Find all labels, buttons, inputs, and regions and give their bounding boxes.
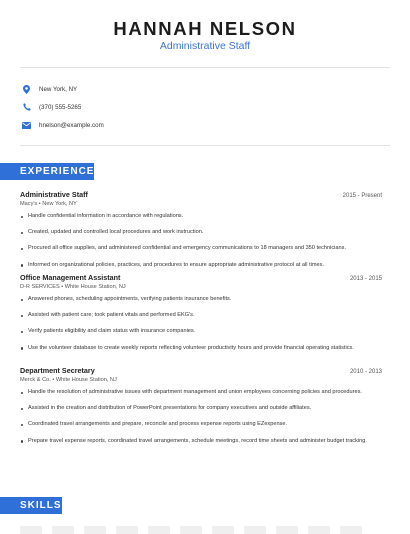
experience-section-header: EXPERIENCE (0, 163, 94, 180)
bullet-item: Prepare travel expense reports, coordinated travel arrangements, schedule meetings, record time sheets and administer budget tracking. (20, 438, 382, 446)
header-divider (20, 67, 390, 68)
job-dates: 2013 - 2015 (349, 276, 382, 282)
contact-location (22, 83, 77, 95)
job-dates: 2015 - Present (342, 193, 382, 199)
job-entry-2 (20, 273, 382, 361)
contact-location-text: New York, NY (39, 85, 78, 93)
phone-icon (22, 103, 31, 112)
job-title: Office Management Assistant (20, 273, 121, 282)
skill-chip (340, 526, 362, 534)
job-bullets (20, 213, 382, 269)
skill-chip (180, 526, 202, 534)
job-bullets (20, 389, 382, 445)
contact-email-text: hnelson@example.com (39, 121, 104, 129)
location-pin-icon (22, 85, 31, 94)
skill-chip (84, 526, 106, 534)
skill-chip (20, 526, 42, 534)
job-dates: 2010 - 2013 (349, 369, 382, 375)
bullet-item: Assisted in the creation and distribution of PowerPoint presentations for company executives and outside affiliates. (20, 405, 382, 413)
skill-chip (52, 526, 74, 534)
skills-section-header: SKILLS (0, 497, 62, 514)
bullet-item: Informed on organizational policies, practices, and procedures to ensure appropriate administrative protocol at all times. (20, 262, 382, 270)
skill-chip (116, 526, 138, 534)
bullet-item: Use the volunteer database to create weekly reports reflecting volunteer productivity hours and provide financial operating statistics. (20, 345, 382, 353)
bullet-item: Answered phones, scheduling appointments, verifying patients insurance benefits. (20, 296, 382, 304)
bullet-item: Assisted with patient care; took patient vitals and performed EKG's. (20, 312, 382, 320)
job-company: Macy's • New York, NY (20, 201, 77, 207)
skill-chip (212, 526, 234, 534)
skill-chip (276, 526, 298, 534)
job-entry-1 (20, 190, 382, 278)
contact-divider (20, 145, 390, 146)
bullet-item: Procured all office supplies, and administered confidential and emergency communications to 18 managers and 350 technicians. (20, 245, 382, 253)
job-company: Merck & Co. • White House Station, NJ (20, 377, 117, 383)
bullet-item: Handle the resolution of administrative issues with department management and union employees concerning policies and procedures. (20, 389, 382, 397)
job-title: Department Secretary (20, 366, 95, 375)
job-bullets (20, 296, 382, 352)
job-company: D-R SERVICES • White House Station, NJ (20, 284, 126, 290)
candidate-name: HANNAH NELSON (113, 18, 297, 39)
contact-phone-text: (370) 555-5265 (39, 103, 82, 111)
email-icon (22, 121, 31, 130)
skill-chip (308, 526, 330, 534)
job-entry-3 (20, 366, 382, 454)
job-title-subtitle: Administrative Staff (159, 40, 251, 52)
skills-row (20, 526, 362, 534)
contact-email (22, 119, 104, 131)
skill-chip (244, 526, 266, 534)
contact-phone (22, 101, 81, 113)
bullet-item: Handle confidential information in accordance with regulations. (20, 213, 382, 221)
bullet-item: Created, updated and controlled local procedures and work instruction. (20, 229, 382, 237)
job-title: Administrative Staff (20, 190, 88, 199)
skill-chip (148, 526, 170, 534)
bullet-item: Verify patients eligibility and claim status with insurance companies. (20, 328, 382, 336)
bullet-item: Coordinated travel arrangements and prepare, reconcile and process expense reports using EZexpense. (20, 421, 382, 429)
